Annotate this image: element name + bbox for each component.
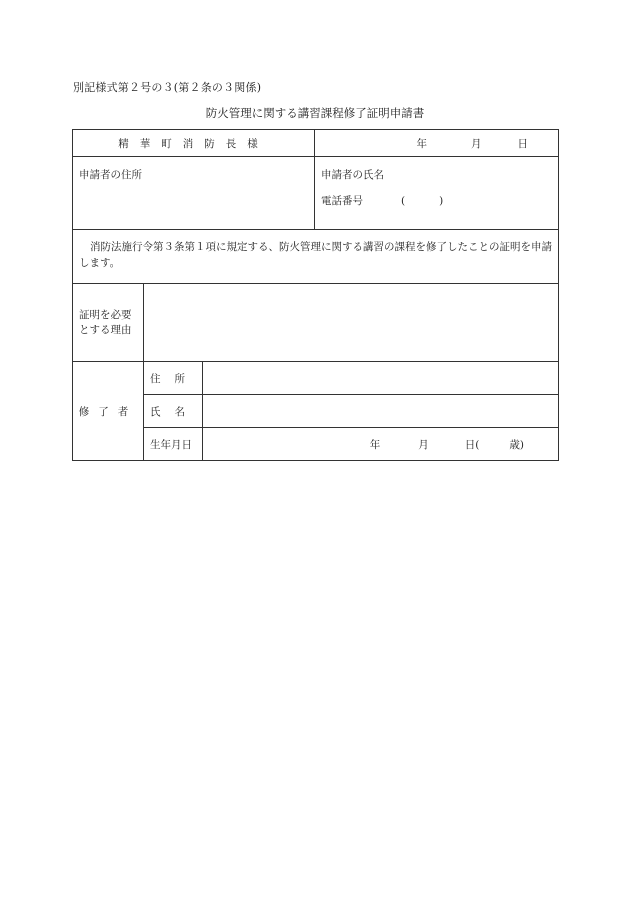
- phone-paren-open: (: [401, 195, 406, 207]
- reason-label-line1: 証明を必要: [79, 308, 132, 321]
- completer-name-field[interactable]: [203, 395, 559, 428]
- completer-label: 修了者: [73, 362, 144, 461]
- reason-field[interactable]: [144, 284, 559, 362]
- phone-label: 電話番号: [321, 195, 363, 207]
- birthdate-label: 生年月日: [144, 428, 203, 461]
- application-statement: 消防法施行令第３条第１項に規定する、防火管理に関する講習の課程を修了したことの証明を申請します。: [73, 230, 559, 284]
- completer-address-field[interactable]: [203, 362, 559, 395]
- birth-day-label: 日(: [464, 438, 480, 451]
- completer-name-label: 氏名: [144, 395, 203, 428]
- document-title: 防火管理に関する講習課程修了証明申請書: [205, 106, 425, 120]
- birthdate-field[interactable]: [203, 428, 559, 461]
- applicant-address-field[interactable]: [73, 157, 315, 230]
- birth-age-label: 歳): [509, 438, 524, 451]
- form-number: 別記様式第２号の３(第２条の３関係): [73, 81, 262, 94]
- birth-month-label: 月: [418, 438, 429, 451]
- application-form-table: [72, 129, 559, 461]
- phone-row: [321, 193, 552, 209]
- applicant-address-label: 申請者の住所: [79, 169, 142, 181]
- application-date[interactable]: [315, 130, 559, 157]
- date-day-label: 日: [517, 137, 528, 150]
- phone-paren-close: ): [439, 195, 444, 207]
- date-year-label: 年: [416, 137, 427, 150]
- applicant-name-label: 申請者の氏名: [321, 169, 384, 181]
- addressee: 精華町消防長様: [73, 130, 315, 157]
- birth-year-label: 年: [369, 438, 381, 451]
- date-month-label: 月: [471, 137, 482, 150]
- reason-label: [73, 284, 144, 362]
- reason-label-line2: とする理由: [79, 323, 132, 336]
- completer-address-label: 住所: [144, 362, 203, 395]
- applicant-name-field[interactable]: [315, 157, 559, 230]
